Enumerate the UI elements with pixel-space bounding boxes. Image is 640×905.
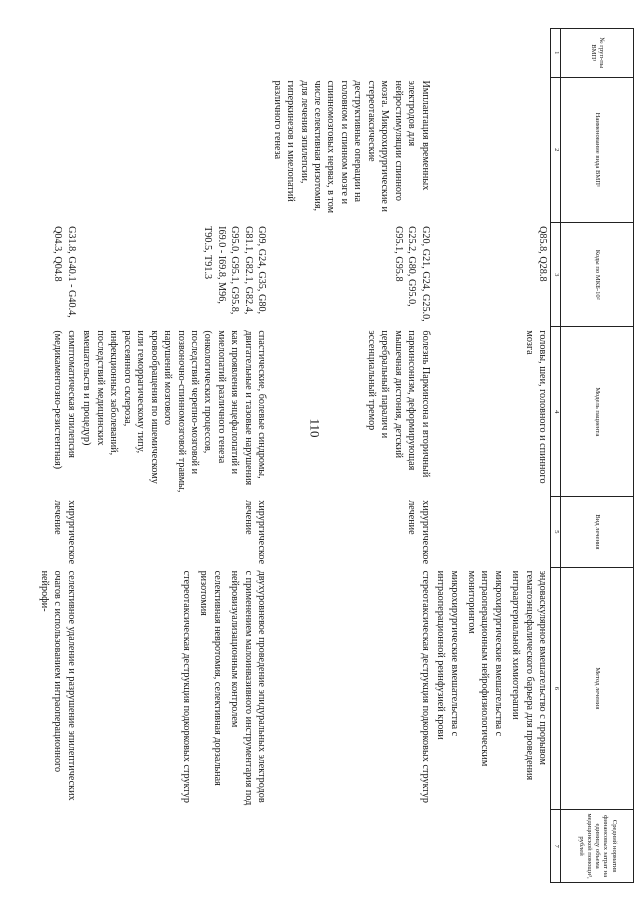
- header-treatment-method: Метод лечения: [561, 567, 634, 810]
- cell-treatment-methods: [269, 567, 432, 810]
- column-number: 3: [551, 223, 561, 327]
- column-number: 5: [551, 497, 561, 567]
- column-number-row: [551, 29, 561, 883]
- cell-treatment-methods: [19, 567, 79, 810]
- method-text: микрохирургические вмешательства с интраоперационным нейрофизиологическим мониторингом: [466, 570, 504, 767]
- header-treatment-type: Вид лечения: [561, 497, 634, 567]
- cell-vmp-name: [79, 77, 269, 223]
- cell-icd-codes: G09, G24, G35, G80, G81.1, G82.1, G82.4, G95.0, G95.1, G95.8, I69.0 - I69.8, M96, T90.5, T91.3: [202, 226, 268, 315]
- method-text: микрохирургические вмешательства с интраоперационной реинфузией крови: [435, 570, 460, 740]
- column-number: 1: [551, 29, 561, 78]
- header-patient-model: Модель пациента: [561, 327, 634, 497]
- table-row: [79, 29, 269, 883]
- cell-icd-codes: G31.8, G40.1 - G40.4, Q04.3, Q04.8: [52, 226, 77, 318]
- cell-group: [79, 29, 269, 78]
- cell-cost: [79, 810, 269, 883]
- page-number: 110: [307, 418, 323, 438]
- document-table-sheet: [38, 28, 634, 883]
- vmp-table: [19, 28, 634, 883]
- cell-treatment-type: [433, 497, 551, 567]
- table-row: [433, 29, 551, 883]
- cell-icd-codes: G20, G21, G24, G25.0, G25.2, G80, G95.0, G95.1, G95.8: [392, 226, 431, 322]
- cell-icd-codes: Q85.8, Q28.8: [537, 226, 549, 282]
- header-group-number: № груп-пы ВМП¹: [561, 29, 634, 78]
- method-text: стереотаксическая деструкция подкорковых структур: [419, 570, 431, 803]
- cell-cost: [433, 810, 551, 883]
- cell-patient-model: головы, шеи, головного и спинного мозга: [523, 330, 549, 484]
- cell-cost: [269, 810, 432, 883]
- cell-patient-model: спастические, болевые синдромы, двигательные и тазовые нарушения как проявления энцефалопатий и миелопатий различного генеза (онкологических процессов, последствий черепно-мозговой и позвоночно-спинномозговой травмы, нарушений мозгового кровообращения по ишемическому или геморрагическому типу, рассеянного склероза, инфекционных заболеваний, последствий медицинских вмешательств и процедур): [81, 330, 268, 493]
- column-number: 2: [551, 77, 561, 223]
- cell-treatment-methods: [433, 567, 551, 810]
- cell-group: [433, 29, 551, 78]
- method-text: стереотаксическая деструкция подкорковых структур: [180, 570, 192, 803]
- method-text: селективное удаление и разрушение эпилептических очагов с использованием интраоперационного нейрофи-: [38, 570, 77, 801]
- method-text: двухуровневое проведение эпидуральных электродов с применением малоинвазивного инструментария под нейровизуализационным контролем: [229, 570, 268, 806]
- header-icd-codes: Коды по МКБ-10²: [561, 223, 634, 327]
- cell-group: [269, 29, 432, 78]
- column-number: 7: [551, 810, 561, 883]
- cell-cost: [19, 810, 79, 883]
- cell-treatment-type: хирургическое лечение: [52, 500, 77, 565]
- header-vmp-name: Наименование вида ВМП¹: [561, 77, 634, 223]
- cell-treatment-type: хирургическое лечение: [406, 500, 431, 565]
- table-row: [19, 29, 79, 883]
- header-average-cost: Средний норматив финансовых затрат на единицу объема медицинской помощи³, рублей: [561, 810, 634, 883]
- column-number: 6: [551, 567, 561, 810]
- table-header-row: [561, 29, 634, 883]
- cell-vmp-name: [19, 77, 79, 223]
- method-text: эндоваскулярное вмешательство с прорывом гематоэнцефалического барьера для проведения интраартериальной химиотерапии: [510, 570, 549, 781]
- cell-vmp-name: [433, 77, 551, 223]
- table-row: [269, 29, 432, 883]
- cell-treatment-methods: [79, 567, 269, 810]
- cell-patient-model: симптоматическая эпилепсия (медикаментозно-резистентная): [52, 330, 77, 470]
- cell-treatment-type: хирургическое лечение: [242, 500, 268, 565]
- method-text: селективная невротомия, селективная дорзальная ризотомия: [198, 570, 223, 786]
- column-number: 4: [551, 327, 561, 497]
- cell-vmp-name: Имплантация временных электродов для нейростимуляции спинного мозга. Микрохирургические и стереотаксические деструктивные операции на головном и спинном мозге и спинномозговых нервах, в том числе селективная ризотомия, для лечения эпилепсии, гиперкинезов и миелопатий различного генеза: [271, 80, 431, 214]
- cell-group: [19, 29, 79, 78]
- cell-patient-model: болезнь Паркинсона и вторичный паркинсонизм, деформирующая мышечная дистония, детский церебральный паралич и эссенциальный тремор: [365, 330, 431, 478]
